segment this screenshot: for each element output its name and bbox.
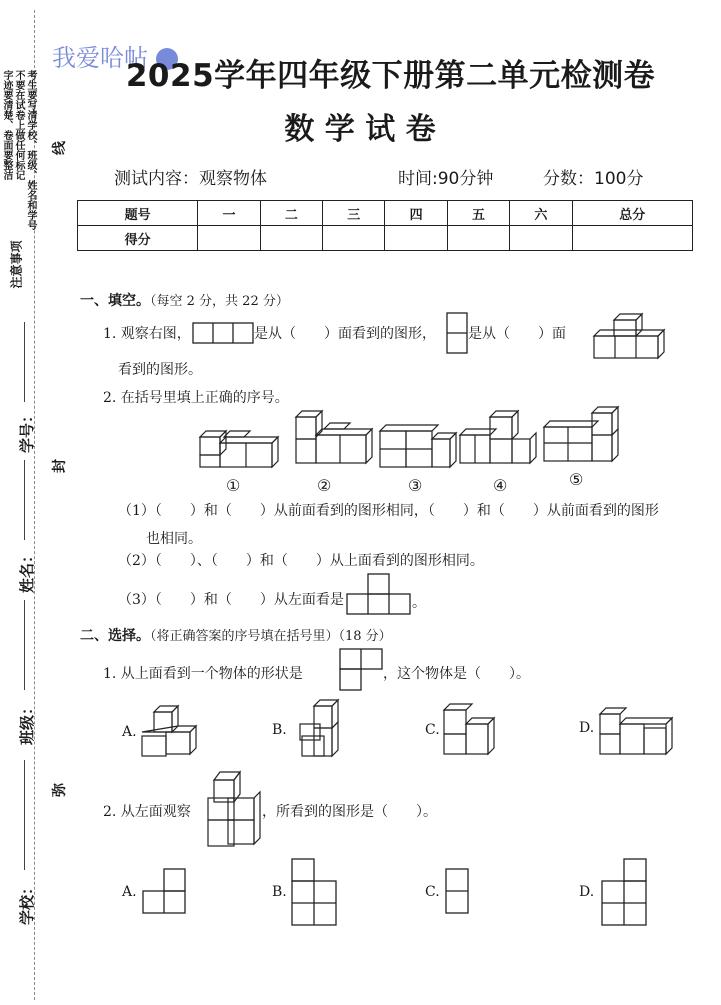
- section2-note: （将正确答案的序号填在括号里）（18 分）: [150, 629, 392, 644]
- field-name: 姓名：: [18, 547, 37, 594]
- s1-q1-view-column: [446, 312, 468, 354]
- s1-q1-text-d: 看到的图形。: [118, 362, 202, 378]
- s2-q2-option-a[interactable]: A.: [122, 884, 137, 900]
- field-line: [24, 460, 25, 540]
- s2-q2-option-c-figure: [445, 868, 469, 914]
- table-header-cell: 五: [447, 201, 509, 226]
- section1-title: 一、填空。: [80, 293, 150, 309]
- s1-sub3-text-a: （3）（ ）和（ ）从左面看是: [118, 592, 344, 608]
- s2-q1-text-a: 1. 从上面看到一个物体的形状是: [103, 666, 303, 682]
- s2-q1-option-c[interactable]: C.: [425, 722, 440, 738]
- s1-sub3-left-view: [346, 573, 412, 615]
- score-cell[interactable]: [260, 226, 322, 251]
- notice-line: 字迹要清楚、卷面要整洁: [1, 70, 12, 180]
- s2-q2-option-c[interactable]: C.: [425, 884, 440, 900]
- score-cell[interactable]: [510, 226, 572, 251]
- figure-number: ④: [493, 476, 508, 495]
- s2-q1-option-figures: [140, 696, 680, 762]
- score-label: 分数：100分: [543, 169, 644, 189]
- figure-number: ①: [226, 476, 241, 495]
- section2-heading: [80, 625, 392, 645]
- score-cell[interactable]: [385, 226, 447, 251]
- left-margin: [0, 0, 68, 1005]
- score-table: [77, 200, 693, 251]
- s1-q1-text-c: 是从（ ）面: [468, 326, 566, 342]
- figure-number: ③: [408, 476, 423, 495]
- section2-title: 二、选择。: [80, 628, 150, 644]
- watermark-text: 我爱哈帖: [52, 44, 148, 72]
- table-header-cell: 二: [260, 201, 322, 226]
- score-cell[interactable]: [323, 226, 385, 251]
- s2-q2-option-b-figure: [291, 858, 337, 926]
- s2-q1-text-b: ，这个物体是（ ）。: [383, 666, 530, 682]
- s2-q1-top-view: [339, 648, 383, 692]
- section1-note: （每空 2 分，共 22 分）: [150, 294, 289, 309]
- seal-mark-line: 线: [52, 141, 68, 155]
- figure-number: ②: [317, 476, 332, 495]
- table-header-cell: 题号: [78, 201, 198, 226]
- field-school: 学校：: [18, 879, 37, 926]
- test-content: 测试内容：观察物体: [114, 169, 267, 189]
- s2-q2-option-d-figure: [601, 858, 647, 926]
- s1-sub2-text: （2）（ ）、（ ）和（ ）从上面看到的图形相同。: [118, 553, 484, 569]
- s1-q1-view-row: [192, 322, 254, 344]
- table-row: [78, 201, 693, 226]
- field-class: 班级：: [18, 699, 37, 746]
- s2-q2-option-d[interactable]: D.: [579, 884, 595, 900]
- table-header-cell: 六: [510, 201, 572, 226]
- table-header-cell: 总分: [572, 201, 692, 226]
- s2-q2-option-a-figure: [142, 868, 186, 914]
- s1-sub3-text-b: 。: [412, 595, 426, 611]
- s1-sub1-text-a: （1）（ ）和（ ）从前面看到的图形相同，（ ）和（ ）从前面看到的图形: [118, 503, 659, 519]
- s2-q1-option-b[interactable]: B.: [272, 722, 287, 738]
- section1-heading: [80, 290, 289, 310]
- score-cell[interactable]: [572, 226, 692, 251]
- s2-q2-option-b[interactable]: B.: [272, 884, 287, 900]
- table-header-cell: 一: [198, 201, 260, 226]
- s1-q1-text-a: 1. 观察右图，: [103, 326, 191, 342]
- s1-q1-text-b: 是从（ ）面看到的图形，: [254, 326, 436, 342]
- field-line: [24, 600, 25, 690]
- table-header-cell: 四: [385, 201, 447, 226]
- seal-mark-seal: 封: [52, 459, 68, 473]
- s1-sub1-text-b: 也相同。: [146, 531, 202, 547]
- table-row-label: 得分: [78, 226, 198, 251]
- page-title: 2025学年四年级下册第二单元检测卷: [125, 58, 656, 94]
- score-cell[interactable]: [447, 226, 509, 251]
- page-subtitle: 数 学 试 卷: [284, 112, 436, 147]
- field-student-id: 学号：: [18, 407, 37, 454]
- s2-q2-text-a: 2. 从左面观察: [103, 804, 191, 820]
- s1-q2-text: 2. 在括号里填上正确的序号。: [103, 390, 289, 406]
- s1-q1-line: [103, 323, 191, 343]
- score-cell[interactable]: [198, 226, 260, 251]
- s2-q2-solid-figure: [204, 768, 262, 850]
- s2-q1-option-a[interactable]: A.: [122, 724, 137, 740]
- notice-lines: [0, 70, 36, 240]
- figure-number: ⑤: [569, 470, 584, 489]
- table-row: [78, 226, 693, 251]
- field-line: [24, 322, 25, 402]
- time-label: 时间:90分钟: [398, 169, 494, 189]
- notice-label: 注意事项: [9, 240, 24, 289]
- s1-q2-figures: [196, 405, 626, 475]
- field-line: [24, 760, 25, 870]
- notice-line: 不要在试卷上做任何标记: [13, 70, 24, 180]
- notice-line: 考生要写清学校、班级、姓名和学号: [25, 70, 36, 230]
- seal-mark-secret: 弥: [52, 783, 68, 797]
- s1-q1-solid-figure: [592, 308, 666, 362]
- s2-q1-option-d[interactable]: D.: [579, 720, 595, 736]
- s2-q2-text-b: ，所看到的图形是（ ）。: [262, 804, 437, 820]
- table-header-cell: 三: [323, 201, 385, 226]
